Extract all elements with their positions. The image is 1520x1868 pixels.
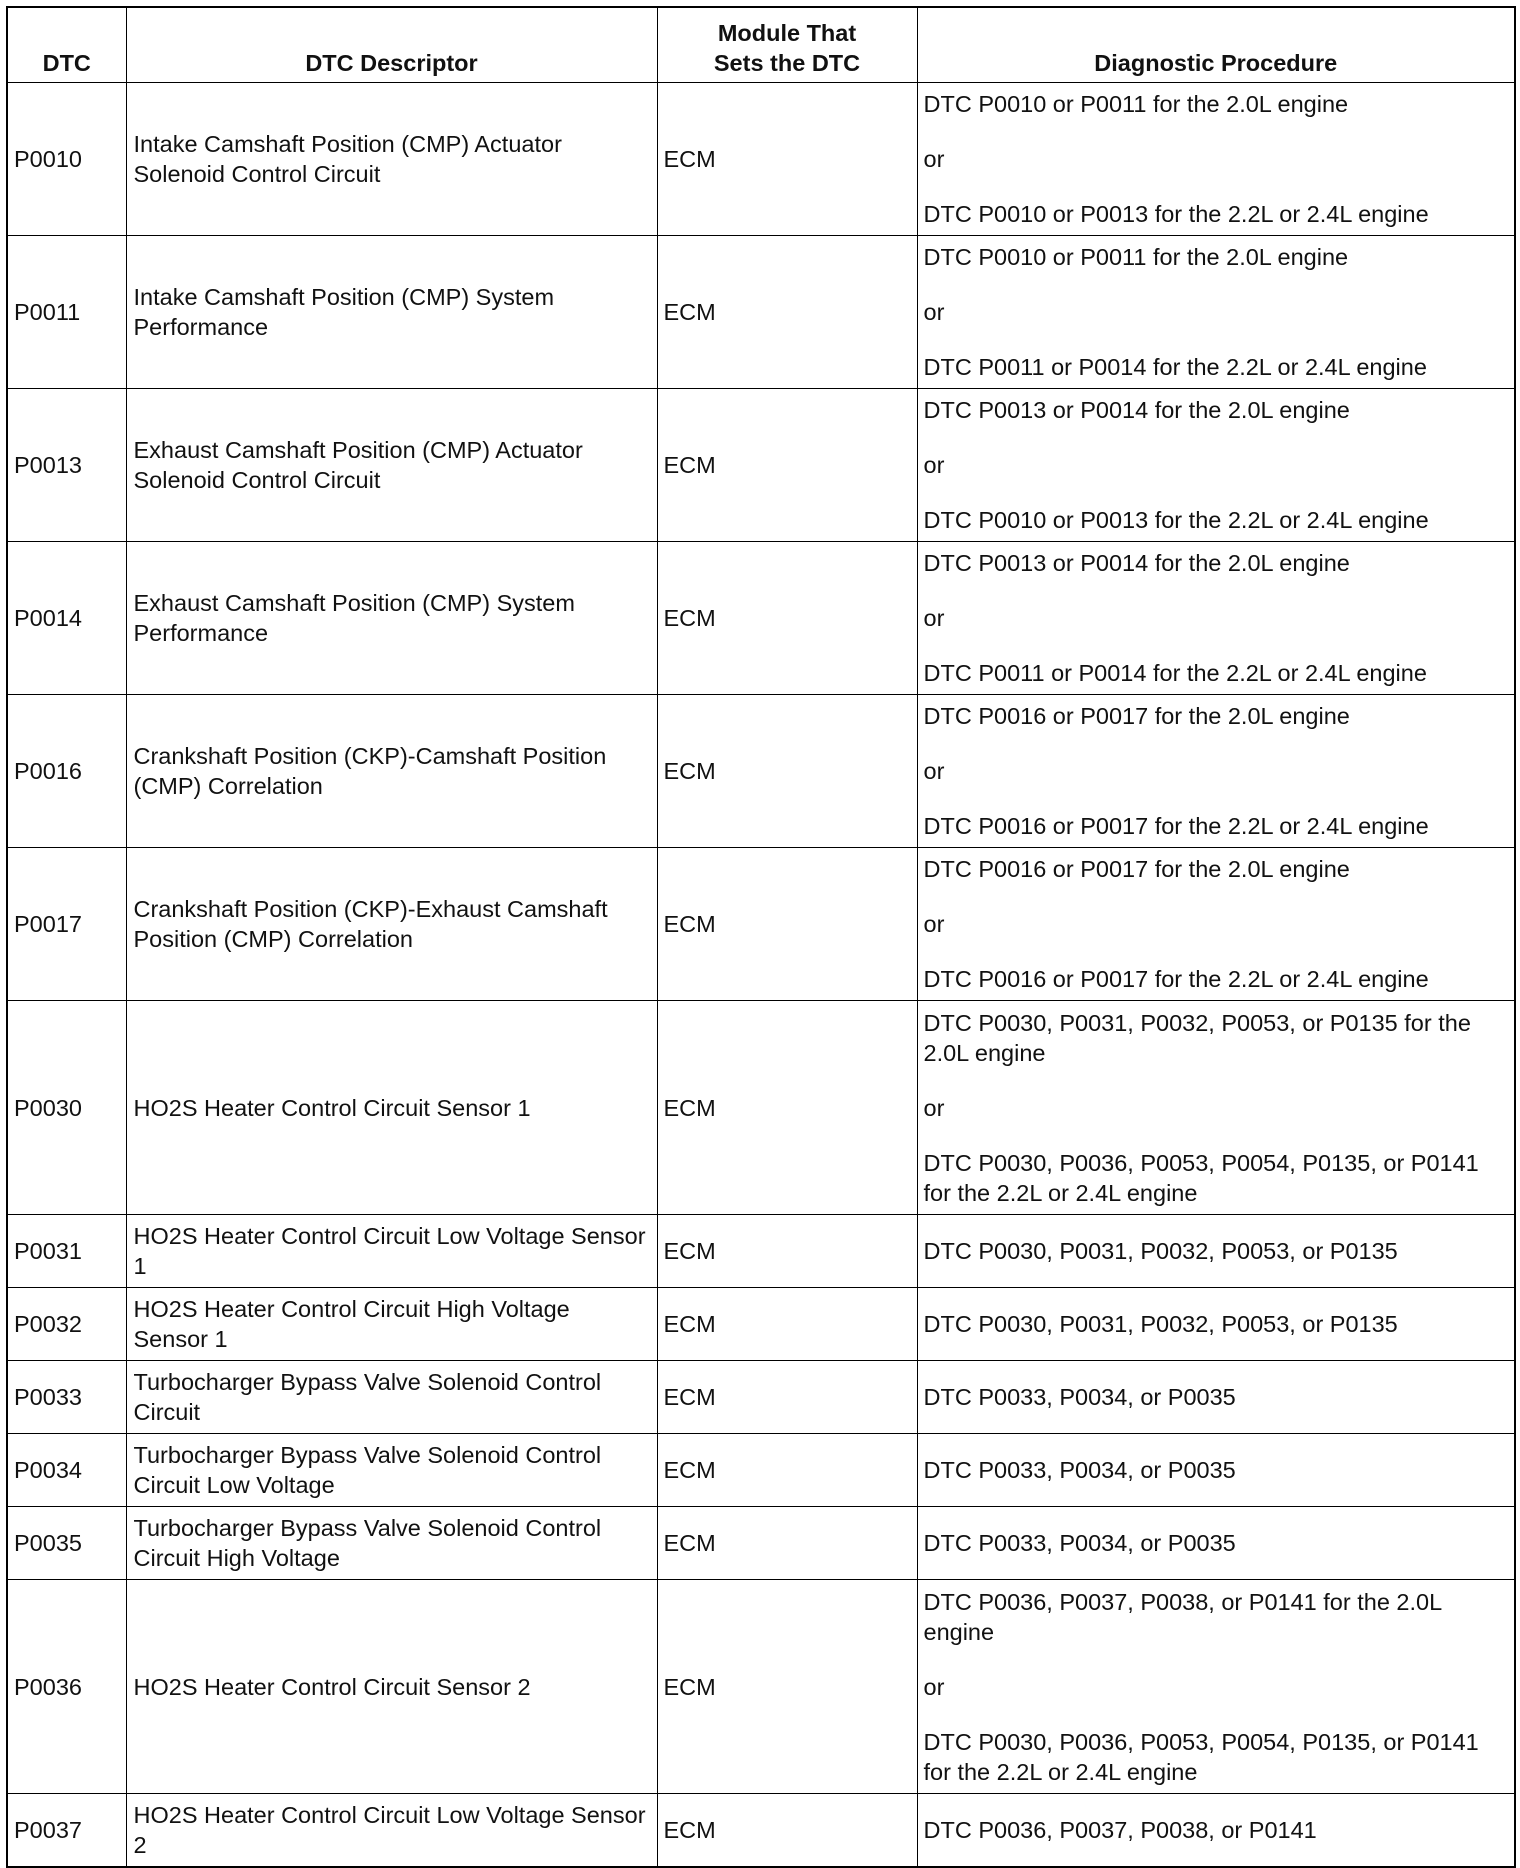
module-cell: ECM (657, 1215, 917, 1288)
procedure-separator: or (923, 911, 945, 937)
table-row (7, 1288, 1515, 1361)
procedure-separator: or (923, 146, 945, 172)
procedure-link[interactable]: DTC P0010 or P0011 for the 2.0L engine (923, 244, 1349, 270)
dtc-code-cell: P0034 (7, 1434, 126, 1507)
dtc-descriptor-cell: HO2S Heater Control Circuit High Voltage Sensor 1 (126, 1288, 657, 1361)
table-row (7, 1580, 1515, 1794)
procedure-separator: or (923, 1094, 945, 1121)
procedure-separator: or (923, 605, 945, 631)
table-row (7, 1794, 1515, 1867)
dtc-code-cell: P0037 (7, 1794, 126, 1867)
dtc-descriptor-cell: Intake Camshaft Position (CMP) Actuator Solenoid Control Circuit (126, 83, 657, 236)
dtc-descriptor-cell: Exhaust Camshaft Position (CMP) System Performance (126, 542, 657, 695)
procedure-link[interactable]: DTC P0033, P0034, or P0035 (923, 1457, 1236, 1483)
table-row (7, 1361, 1515, 1434)
dtc-table (6, 6, 1516, 1868)
dtc-descriptor-cell: HO2S Heater Control Circuit Low Voltage Sensor 1 (126, 1215, 657, 1288)
dtc-code-cell: P0011 (7, 236, 126, 389)
diagnostic-procedure-cell (917, 236, 1515, 389)
diagnostic-procedure-cell (917, 1794, 1515, 1867)
diagnostic-procedure-cell (917, 1001, 1515, 1215)
procedure-link[interactable]: DTC P0013 or P0014 for the 2.0L engine (923, 397, 1350, 423)
dtc-code-cell: P0016 (7, 695, 126, 848)
procedure-link[interactable]: DTC P0010 or P0011 for the 2.0L engine (923, 91, 1349, 117)
table-row (7, 1507, 1515, 1580)
module-cell: ECM (657, 848, 917, 1001)
procedure-link[interactable]: DTC P0036, P0037, P0038, or P0141 (923, 1816, 1317, 1843)
procedure-link[interactable]: DTC P0016 or P0017 for the 2.2L or 2.4L engine (923, 966, 1429, 992)
procedure-link[interactable]: DTC P0033, P0034, or P0035 (923, 1384, 1236, 1410)
header-dtc: DTC (7, 7, 126, 83)
dtc-descriptor-cell: Crankshaft Position (CKP)-Exhaust Camshaft Position (CMP) Correlation (126, 848, 657, 1001)
procedure-link[interactable]: DTC P0016 or P0017 for the 2.2L or 2.4L engine (923, 813, 1429, 839)
diagnostic-procedure-cell (917, 1215, 1515, 1288)
dtc-code-cell: P0033 (7, 1361, 126, 1434)
dtc-code-cell: P0032 (7, 1288, 126, 1361)
module-cell: ECM (657, 1288, 917, 1361)
diagnostic-procedure-cell (917, 848, 1515, 1001)
table-row (7, 83, 1515, 236)
procedure-link[interactable]: DTC P0016 or P0017 for the 2.0L engine (923, 703, 1350, 729)
procedure-link[interactable]: DTC P0013 or P0014 for the 2.0L engine (923, 550, 1350, 576)
procedure-separator: or (923, 452, 945, 478)
module-cell: ECM (657, 83, 917, 236)
diagnostic-procedure-cell (917, 83, 1515, 236)
dtc-descriptor-cell: HO2S Heater Control Circuit Low Voltage Sensor 2 (126, 1794, 657, 1867)
procedure-link[interactable]: DTC P0030, P0036, P0053, P0054, P0135, or P0141 for the 2.2L or 2.4L engine (923, 1728, 1479, 1785)
dtc-code-cell: P0014 (7, 542, 126, 695)
procedure-separator: or (923, 758, 945, 784)
dtc-code-cell: P0017 (7, 848, 126, 1001)
dtc-descriptor-cell: Turbocharger Bypass Valve Solenoid Control Circuit High Voltage (126, 1507, 657, 1580)
dtc-descriptor-cell: Intake Camshaft Position (CMP) System Performance (126, 236, 657, 389)
module-cell: ECM (657, 542, 917, 695)
dtc-descriptor-cell: Turbocharger Bypass Valve Solenoid Control Circuit (126, 1361, 657, 1434)
procedure-separator: or (923, 299, 945, 325)
diagnostic-procedure-cell (917, 542, 1515, 695)
procedure-link[interactable]: DTC P0011 or P0014 for the 2.2L or 2.4L engine (923, 660, 1427, 686)
table-row (7, 1434, 1515, 1507)
dtc-code-cell: P0010 (7, 83, 126, 236)
dtc-descriptor-cell: Turbocharger Bypass Valve Solenoid Control Circuit Low Voltage (126, 1434, 657, 1507)
table-row (7, 236, 1515, 389)
procedure-link[interactable]: DTC P0010 or P0013 for the 2.2L or 2.4L engine (923, 201, 1429, 227)
procedure-link[interactable]: DTC P0030, P0036, P0053, P0054, P0135, or P0141 for the 2.2L or 2.4L engine (923, 1149, 1479, 1206)
table-row (7, 389, 1515, 542)
header-descriptor: DTC Descriptor (126, 7, 657, 83)
module-cell: ECM (657, 236, 917, 389)
diagnostic-procedure-cell (917, 1288, 1515, 1361)
module-cell: ECM (657, 1001, 917, 1215)
diagnostic-procedure-cell (917, 1361, 1515, 1434)
module-cell: ECM (657, 1361, 917, 1434)
module-cell: ECM (657, 1434, 917, 1507)
procedure-link[interactable]: DTC P0036, P0037, P0038, or P0141 for the 2.0L engine (923, 1588, 1442, 1645)
dtc-descriptor-cell: HO2S Heater Control Circuit Sensor 2 (126, 1580, 657, 1794)
dtc-descriptor-cell: HO2S Heater Control Circuit Sensor 1 (126, 1001, 657, 1215)
dtc-code-cell: P0031 (7, 1215, 126, 1288)
module-cell: ECM (657, 389, 917, 542)
procedure-link[interactable]: DTC P0030, P0031, P0032, P0053, or P0135 (923, 1238, 1398, 1264)
table-header-row (7, 7, 1515, 83)
procedure-link[interactable]: DTC P0010 or P0013 for the 2.2L or 2.4L engine (923, 507, 1429, 533)
dtc-code-cell: P0013 (7, 389, 126, 542)
table-row (7, 695, 1515, 848)
table-row (7, 1001, 1515, 1215)
dtc-code-cell: P0030 (7, 1001, 126, 1215)
table-row (7, 1215, 1515, 1288)
dtc-code-cell: P0035 (7, 1507, 126, 1580)
header-procedure: Diagnostic Procedure (917, 7, 1515, 83)
procedure-link[interactable]: DTC P0016 or P0017 for the 2.0L engine (923, 856, 1350, 882)
table-row (7, 542, 1515, 695)
dtc-descriptor-cell: Exhaust Camshaft Position (CMP) Actuator Solenoid Control Circuit (126, 389, 657, 542)
procedure-separator: or (923, 1673, 945, 1700)
table-row (7, 848, 1515, 1001)
dtc-descriptor-cell: Crankshaft Position (CKP)-Camshaft Position (CMP) Correlation (126, 695, 657, 848)
diagnostic-procedure-cell (917, 1507, 1515, 1580)
diagnostic-procedure-cell (917, 389, 1515, 542)
procedure-link[interactable]: DTC P0030, P0031, P0032, P0053, or P0135 (923, 1311, 1398, 1337)
procedure-link[interactable]: DTC P0011 or P0014 for the 2.2L or 2.4L engine (923, 354, 1427, 380)
table-body (7, 83, 1515, 1867)
diagnostic-procedure-cell (917, 1434, 1515, 1507)
procedure-link[interactable]: DTC P0033, P0034, or P0035 (923, 1530, 1236, 1556)
procedure-link[interactable]: DTC P0030, P0031, P0032, P0053, or P0135 for the 2.0L engine (923, 1009, 1471, 1066)
diagnostic-procedure-cell (917, 1580, 1515, 1794)
module-cell: ECM (657, 1507, 917, 1580)
dtc-code-cell: P0036 (7, 1580, 126, 1794)
diagnostic-procedure-cell (917, 695, 1515, 848)
module-cell: ECM (657, 1794, 917, 1867)
header-module: Module That Sets the DTC (657, 7, 917, 83)
module-cell: ECM (657, 1580, 917, 1794)
module-cell: ECM (657, 695, 917, 848)
